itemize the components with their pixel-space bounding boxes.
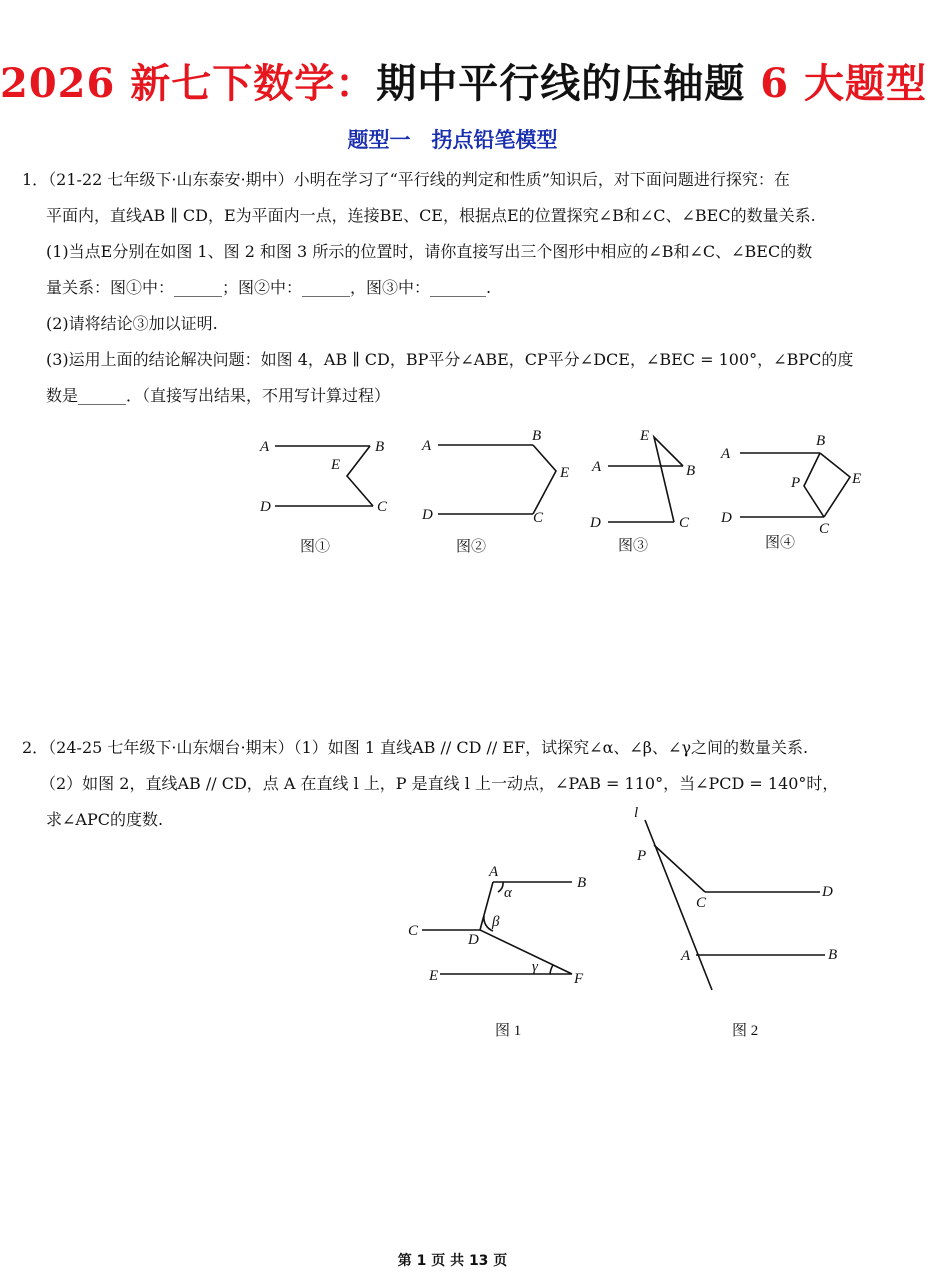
label-B: B (686, 463, 696, 479)
problem1-line-6: (3)运用上面的结论解决问题：如图 4，AB ∥ CD，BP平分∠ABE，CP平分∠DCE，∠BEC = 100°，∠BPC的度 (46, 350, 854, 369)
label-B: B (532, 428, 542, 444)
label-D: D (422, 507, 433, 523)
label-A: A (489, 864, 499, 880)
label-A: A (721, 446, 731, 462)
label-F: F (574, 971, 584, 987)
problem1-line-1: 1．（21-22 七年级下·山东泰安·期中）小明在学习了“平行线的判定和性质”知识后，对下面问题进行探究：在 (22, 170, 790, 189)
label-D: D (468, 932, 479, 948)
label-A: A (681, 948, 691, 964)
label-A: A (592, 459, 602, 475)
label-B: B (816, 433, 826, 449)
problem1-line-4: 量关系：图①中：______；图②中：______，图③中：_______. (46, 278, 492, 297)
problem2-line-2: （2）如图 2，直线AB // CD，点 A 在直线 l 上，P 是直线 l 上一动点，∠PAB = 110°，当∠PCD = 140°时， (40, 774, 839, 793)
label-C: C (819, 521, 830, 537)
label-C: C (408, 923, 419, 939)
label-alpha: α (504, 885, 512, 901)
figure-caption: 图④ (765, 535, 796, 551)
problem1-line-2: 平面内，直线AB ∥ CD，E为平面内一点，连接BE、CE，根据点E的位置探究∠B和∠C、∠BEC的数量关系. (46, 206, 816, 225)
label-C: C (679, 515, 690, 531)
problem1-figure-1 (255, 430, 405, 560)
figure-2-2-lines (630, 800, 850, 1045)
label-E: E (331, 457, 341, 473)
problem1-line-3: (1)当点E分别在如图 1、图 2 和图 3 所示的位置时，请你直接写出三个图形中相应的∠B和∠C、∠BEC的数 (46, 242, 813, 261)
problem2-line-1: 2．（24-25 七年级下·山东烟台·期末）（1）如图 1 直线AB // CD // EF，试探究∠α、∠β、∠γ之间的数量关系. (22, 738, 809, 757)
label-B: B (375, 439, 385, 455)
title-red-part-1: 2026 新七下数学： (0, 60, 377, 107)
label-A: A (260, 439, 270, 455)
figure-caption: 图 1 (495, 1023, 522, 1039)
label-D: D (721, 510, 732, 526)
problem1-figure-2 (418, 425, 578, 560)
label-E: E (640, 428, 650, 444)
problem2-figure-2 (630, 800, 850, 1045)
label-C: C (696, 895, 707, 911)
label-A: A (422, 438, 432, 454)
label-E: E (429, 968, 439, 984)
label-D: D (822, 884, 833, 900)
label-D: D (590, 515, 601, 531)
problem1-figure-4 (718, 428, 868, 558)
label-P: P (791, 475, 801, 491)
label-C: C (533, 510, 544, 526)
label-beta: β (492, 914, 500, 930)
figure-caption: 图③ (618, 538, 649, 554)
section-title: 题型一 拐点铅笔模型 (347, 128, 558, 152)
figure-2-lines (418, 425, 578, 560)
label-gamma: γ (532, 959, 538, 975)
label-l: l (634, 805, 639, 821)
document-title (0, 52, 927, 109)
label-D: D (260, 499, 271, 515)
label-B: B (828, 947, 838, 963)
problem1-line-7: 数是______．（直接写出结果，不用写计算过程） (46, 386, 391, 405)
problem1-figure-3 (588, 425, 708, 560)
problem1-line-5: (2)请将结论③加以证明. (46, 314, 218, 333)
label-C: C (377, 499, 388, 515)
label-E: E (560, 465, 570, 481)
figure-caption: 图 2 (732, 1023, 759, 1039)
figure-caption: 图① (300, 539, 331, 555)
page-number: 第 1 页 共 13 页 (397, 1253, 508, 1269)
label-B: B (577, 875, 587, 891)
title-red-part-2: 6 大题型 (745, 60, 927, 107)
problem2-line-3: 求∠APC的度数. (46, 810, 164, 829)
figure-caption: 图② (456, 539, 487, 555)
problem2-figure-1 (400, 860, 610, 1045)
title-black-part: 期中平行线的压轴题 (376, 60, 746, 107)
label-E: E (852, 471, 862, 487)
label-P: P (637, 848, 647, 864)
